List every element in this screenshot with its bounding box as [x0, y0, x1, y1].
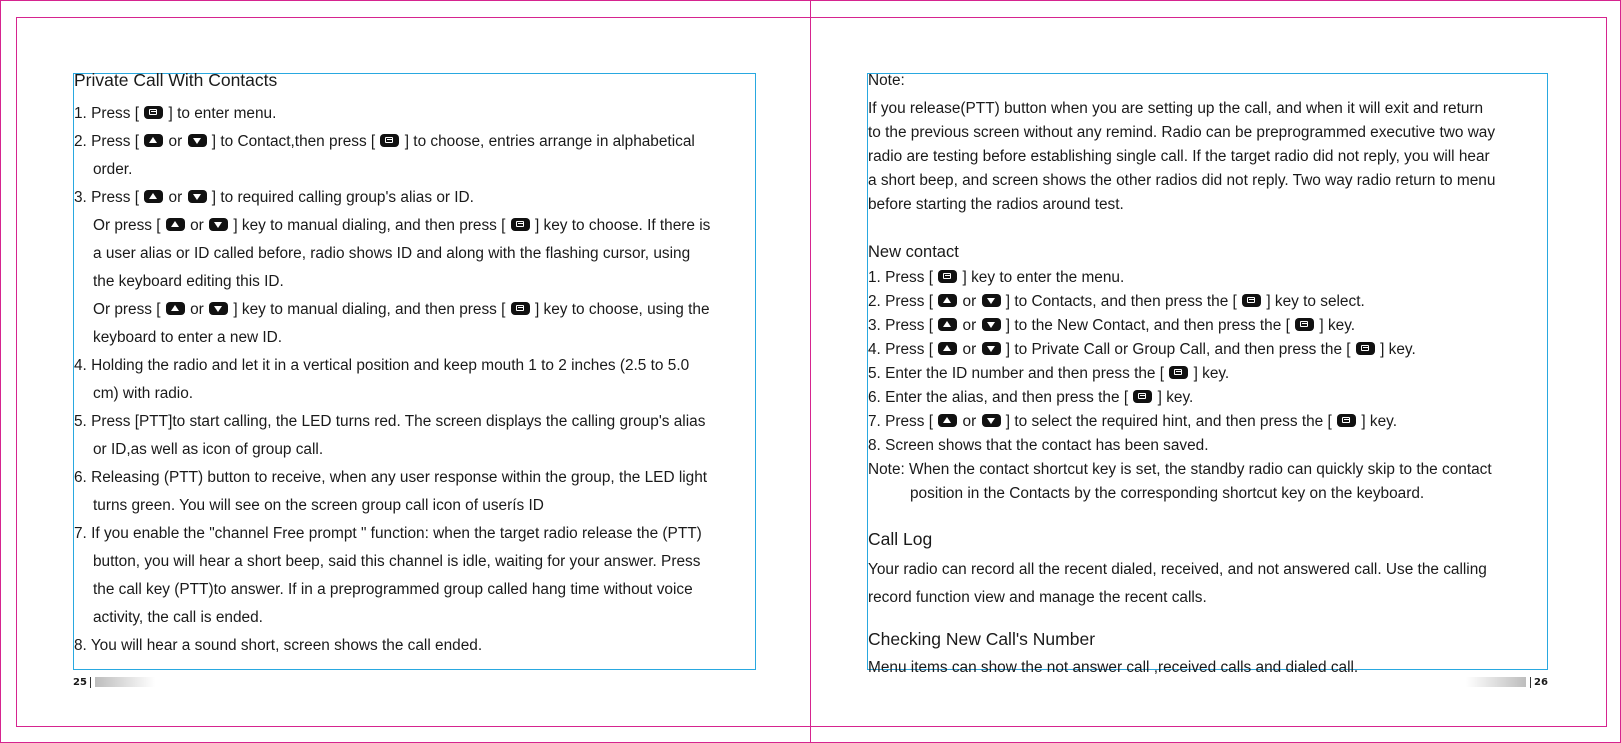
step-text: 5. Enter the ID number and then press the [ — [868, 365, 1169, 382]
step-text: the call key (PTT)to answer. If in a preprogrammed group called hang time without voice — [93, 581, 693, 598]
step-line-r10 — [910, 486, 1424, 501]
step-text: or ID,as well as icon of group call. — [93, 441, 324, 458]
step-line-r7 — [868, 414, 1397, 429]
page-bar-right — [1466, 677, 1526, 687]
menu-key-icon — [1242, 294, 1261, 307]
step-text: cm) with radio. — [93, 385, 194, 402]
step-line-l6 — [93, 246, 690, 261]
note-line: to the previous screen without any remind. Radio can be preprogrammed executive two way — [868, 124, 1496, 141]
step-line-l5 — [93, 218, 710, 233]
step-text: Or press [ — [93, 217, 165, 234]
step-line-l4 — [74, 190, 474, 205]
page-number-right: 26 — [1534, 677, 1548, 688]
step-text: or — [958, 413, 981, 430]
menu-key-icon — [511, 302, 530, 315]
step-line-l16 — [74, 526, 702, 541]
menu-key-icon — [938, 270, 957, 283]
step-text: Or press [ — [93, 301, 165, 318]
step-text: ] key to choose, using the — [530, 301, 710, 318]
up-key-icon — [938, 318, 957, 331]
step-text: ] key to choose. If there is — [530, 217, 711, 234]
call-log-line: record function view and manage the recent calls. — [868, 589, 1207, 606]
step-text: ] key. — [1315, 317, 1356, 334]
step-line-l3 — [93, 162, 132, 177]
step-line-r4 — [868, 342, 1416, 357]
step-text: ] key. — [1375, 341, 1416, 358]
step-text: or — [164, 189, 187, 206]
step-line-l18 — [93, 582, 693, 597]
step-text: or — [958, 317, 981, 334]
step-text: 8. Screen shows that the contact has been saved. — [868, 437, 1209, 454]
step-text: 3. Press [ — [74, 189, 144, 206]
section-title-checking: Checking New Call's Number — [868, 629, 1096, 649]
up-key-icon — [938, 414, 957, 427]
down-key-icon — [982, 294, 1001, 307]
step-line-r3 — [868, 318, 1355, 333]
step-text: 2. Press [ — [868, 293, 938, 310]
step-text: activity, the call is ended. — [93, 609, 263, 626]
page-number-left: 25 — [73, 677, 87, 688]
step-text: 8. You will hear a sound short, screen shows the call ended. — [74, 637, 483, 654]
down-key-icon — [188, 190, 207, 203]
step-text: ] to Contacts, and then press the [ — [1001, 293, 1242, 310]
note-line: If you release(PTT) button when you are setting up the call, and when it will exit and return — [868, 100, 1484, 117]
step-line-l17 — [93, 554, 700, 569]
step-text: 6. Enter the alias, and then press the [ — [868, 389, 1133, 406]
step-text: or — [958, 293, 981, 310]
step-text: button, you will hear a short beep, said this channel is idle, waiting for your answer. Press — [93, 553, 701, 570]
step-text: keyboard to enter a new ID. — [93, 329, 283, 346]
step-text: 7. If you enable the "channel Free prompt " function: when the target radio release the (PTT) — [74, 525, 702, 542]
step-text: ] key to manual dialing, and then press [ — [229, 301, 510, 318]
down-key-icon — [209, 218, 228, 231]
step-text: ] to the New Contact, and then press the [ — [1001, 317, 1295, 334]
up-key-icon — [166, 302, 185, 315]
step-text: the keyboard editing this ID. — [93, 273, 284, 290]
step-line-l7 — [93, 274, 284, 289]
section-title-private-call: Private Call With Contacts — [74, 70, 278, 90]
menu-key-icon — [511, 218, 530, 231]
step-text: 6. Releasing (PTT) button to receive, when any user response within the group, the LED light — [74, 469, 708, 486]
section-title-new-contact: New contact — [868, 243, 959, 261]
down-key-icon — [982, 318, 1001, 331]
step-text: order. — [93, 161, 133, 178]
step-text: ] to Contact,then press [ — [207, 133, 380, 150]
step-text: 5. Press [PTT]to start calling, the LED turns red. The screen displays the calling group's alias — [74, 413, 706, 430]
step-text: 7. Press [ — [868, 413, 938, 430]
step-text: 1. Press [ — [868, 269, 938, 286]
step-text: 4. Holding the radio and let it in a vertical position and keep mouth 1 to 2 inches (2.5 to 5.0 — [74, 357, 690, 374]
step-line-l15 — [93, 498, 544, 513]
step-line-r1 — [868, 270, 1124, 285]
step-text: 4. Press [ — [868, 341, 938, 358]
step-line-l2 — [74, 134, 695, 149]
page-bar-left — [95, 677, 155, 687]
step-line-l20 — [74, 638, 482, 653]
step-line-l13 — [93, 442, 323, 457]
step-text: Note: When the contact shortcut key is set, the standby radio can quickly skip to the contact — [868, 461, 1492, 478]
step-text: ] key to enter the menu. — [958, 269, 1125, 286]
step-line-r9 — [868, 462, 1492, 477]
down-key-icon — [982, 414, 1001, 427]
step-line-l11 — [93, 386, 193, 401]
step-line-r8 — [868, 438, 1209, 453]
step-line-l1 — [74, 106, 276, 121]
step-line-r5 — [868, 366, 1229, 381]
step-text: turns green. You will see on the screen group call icon of userís ID — [93, 497, 544, 514]
step-text: ] key. — [1357, 413, 1397, 430]
up-key-icon — [166, 218, 185, 231]
step-text: 1. Press [ — [74, 105, 144, 122]
step-text: or — [185, 301, 209, 318]
down-key-icon — [982, 342, 1001, 355]
note-line: a short beep, and screen shows the other radios did not reply. Two way radio return to menu — [868, 172, 1496, 189]
menu-key-icon — [144, 106, 163, 119]
menu-key-icon — [1169, 366, 1188, 379]
step-line-l12 — [74, 414, 705, 429]
step-text: ] key. — [1189, 365, 1230, 382]
down-key-icon — [188, 134, 207, 147]
step-line-l19 — [93, 610, 263, 625]
step-text: ] to choose, entries arrange in alphabetical — [400, 133, 695, 150]
step-text: ] to Private Call or Group Call, and then press the [ — [1001, 341, 1355, 358]
up-key-icon — [144, 134, 163, 147]
step-line-l9 — [93, 330, 282, 345]
step-line-r6 — [868, 390, 1193, 405]
up-key-icon — [938, 294, 957, 307]
step-text: or — [958, 341, 981, 358]
down-key-icon — [209, 302, 228, 315]
step-text: ] key to select. — [1262, 293, 1365, 310]
step-line-r2 — [868, 294, 1365, 309]
step-text: or — [185, 217, 209, 234]
step-text: ] to select the required hint, and then press the [ — [1001, 413, 1337, 430]
note-line: before starting the radios around test. — [868, 196, 1124, 213]
fold-line — [810, 0, 811, 743]
step-text: ] key. — [1153, 389, 1194, 406]
step-text: 2. Press [ — [74, 133, 144, 150]
step-text: or — [164, 133, 187, 150]
step-text: a user alias or ID called before, radio shows ID and along with the flashing cursor, using — [93, 245, 691, 262]
note-line: radio are testing before establishing single call. If the target radio did not reply, you will hear — [868, 148, 1490, 165]
menu-key-icon — [1295, 318, 1314, 331]
step-line-l14 — [74, 470, 707, 485]
menu-key-icon — [1337, 414, 1356, 427]
step-text: ] key to manual dialing, and then press [ — [229, 217, 510, 234]
menu-key-icon — [1133, 390, 1152, 403]
checking-paragraph: Menu items can show the not answer call ,received calls and dialed call. — [868, 659, 1359, 676]
up-key-icon — [144, 190, 163, 203]
note-title: Note: — [868, 72, 905, 89]
step-line-l8 — [93, 302, 710, 317]
step-text: 3. Press [ — [868, 317, 938, 334]
step-text: ] to enter menu. — [164, 105, 277, 122]
step-line-l10 — [74, 358, 689, 373]
menu-key-icon — [1356, 342, 1375, 355]
page-number-left-separator — [90, 677, 91, 688]
up-key-icon — [938, 342, 957, 355]
menu-key-icon — [380, 134, 399, 147]
call-log-line: Your radio can record all the recent dialed, received, and not answered call. Use the calling — [868, 561, 1487, 578]
step-text: position in the Contacts by the corresponding shortcut key on the keyboard. — [910, 485, 1425, 502]
step-text: ] to required calling group's alias or ID. — [207, 189, 474, 206]
section-title-call-log: Call Log — [868, 529, 933, 549]
page-number-right-separator — [1530, 677, 1531, 688]
